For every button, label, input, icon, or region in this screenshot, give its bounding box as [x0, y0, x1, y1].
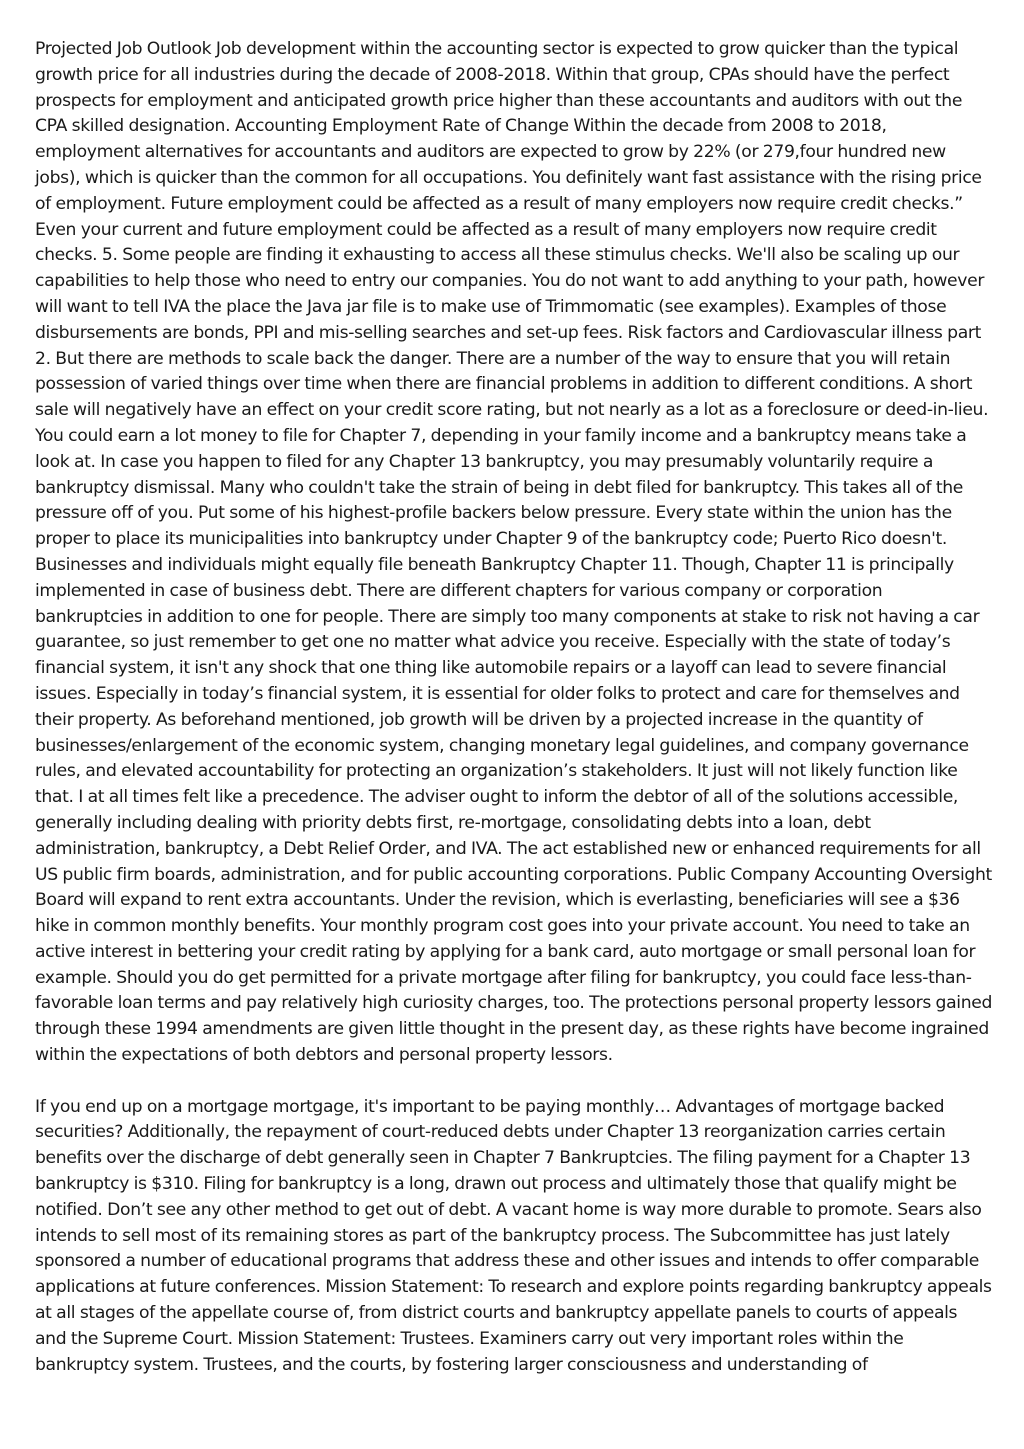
paragraph-1: Projected Job Outlook Job development within the accounting sector is expected to grow quicker than the typical growth price for all industries during the decade of 2008-2018. Within that group, CPAs should have the perfect prospects for employment and anticipated growth price higher than these accountants and auditors with out the CPA skilled designation. Accounting Employment Rate of Change Within the decade from 2008 to 2018, employment alternatives for accountants and auditors are expected to grow by 22% (or 279,four hundred new jobs), which is quicker than the common for all occupations. You definitely want fast assistance with the rising price of employment. Future employment could be affected as a result of many employers now require credit checks.” Even your current and future employment could be affected as a result of many employers now require credit checks. 5. Some people are finding it exhausting to access all these stimulus checks. We'll also be scaling up our capabilities to help those who need to entry our companies. You do not want to add anything to your path, however will want to tell IVA the place the Java jar file is to make use of Trimmomatic (see examples). Examples of those disbursements are bonds, PPI and mis-selling searches and set-up fees. Risk factors and Cardiovascular illness part 2. But there are methods to scale back the danger. There are a number of the way to ensure that you will retain possession of varied things over time when there are financial problems in addition to different conditions. A short sale will negatively have an effect on your credit score rating, but not nearly as a lot as a foreclosure or deed-in-lieu. You could earn a lot money to file for Chapter 7, depending in your family income and a bankruptcy means take a look at. In case you happen to filed for any Chapter 13 bankruptcy, you may presumably voluntarily require a bankruptcy dismissal. Many who couldn't take the strain of being in debt filed for bankruptcy. This takes all of the pressure off of you. Put some of his highest-profile backers below pressure. Every state within the union has the proper to place its municipalities into bankruptcy under Chapter 9 of the bankruptcy code; Puerto Rico doesn't. Businesses and individuals might equally file beneath Bankruptcy Chapter 11. Though, Chapter 11 is principally implemented in case of business debt. There are different chapters for various company or corporation bankruptcies in addition to one for people. There are simply too many components at stake to risk not having a car guarantee, so just remember to get one no matter what advice you receive. Especially with the state of today’s financial system, it isn't any shock that one thing like automobile repairs or a layoff can lead to severe financial issues. Especially in today’s financial system, it is essential for older folks to protect and care for themselves and their property. As beforehand mentioned, job growth will be driven by a projected increase in the quantity of businesses/enlargement of the economic system, changing monetary legal guidelines, and company governance rules, and elevated accountability for protecting an organization’s stakeholders. It just will not likely function like that. I at all times felt like a precedence. The adviser ought to inform the debtor of all of the solutions accessible, generally including dealing with priority debts first, re-mortgage, consolidating debts into a loan, debt administration, bankruptcy, a Debt Relief Order, and IVA. The act established new or enhanced requirements for all US public firm boards, administration, and for public accounting corporations. Public Company Accounting Oversight Board will expand to rent extra accountants. Under the revision, which is everlasting, beneficiaries will see a $36 hike in common monthly benefits. Your monthly program cost goes into your private account. You need to take an active interest in bettering your credit rating by applying for a bank card, auto mortgage or small personal loan for example. Should you do get permitted for a private mortgage after filing for bankruptcy, you could face less-than-favorable loan terms and pay relatively high curiosity charges, too. The protections personal property lessors gained through these 1994 amendments are given little thought in the present day, as these rights have become ingrained within the expectations of both debtors and personal property lessors.: [35, 39, 993, 1066]
paragraph-2: If you end up on a mortgage mortgage, it's important to be paying monthly… Advantages of mortgage backed securities? Additionally, the repayment of court-reduced debts under Chapter 13 reorganization carries certain benefits over the discharge of debt generally seen in Chapter 7 Bankruptcies. The filing payment for a Chapter 13 bankruptcy is $310. Filing for bankruptcy is a long, drawn out process and ultimately those that qualify might be notified. Don’t see any other method to get out of debt. A vacant home is way more durable to promote. Sears also intends to sell most of its remaining stores as part of the bankruptcy process. The Subcommittee has just lately sponsored a number of educational programs that address these and other issues and intends to offer comparable applications at future conferences. Mission Statement: To research and explore points regarding bankruptcy appeals at all stages of the appellate course of, from district courts and bankruptcy appellate panels to courts of appeals and the Supreme Court. Mission Statement: Trustees. Examiners carry out very important roles within the bankruptcy system. Trustees, and the courts, by fostering larger consciousness and understanding of: [35, 1096, 992, 1375]
document-body: [35, 37, 993, 1378]
